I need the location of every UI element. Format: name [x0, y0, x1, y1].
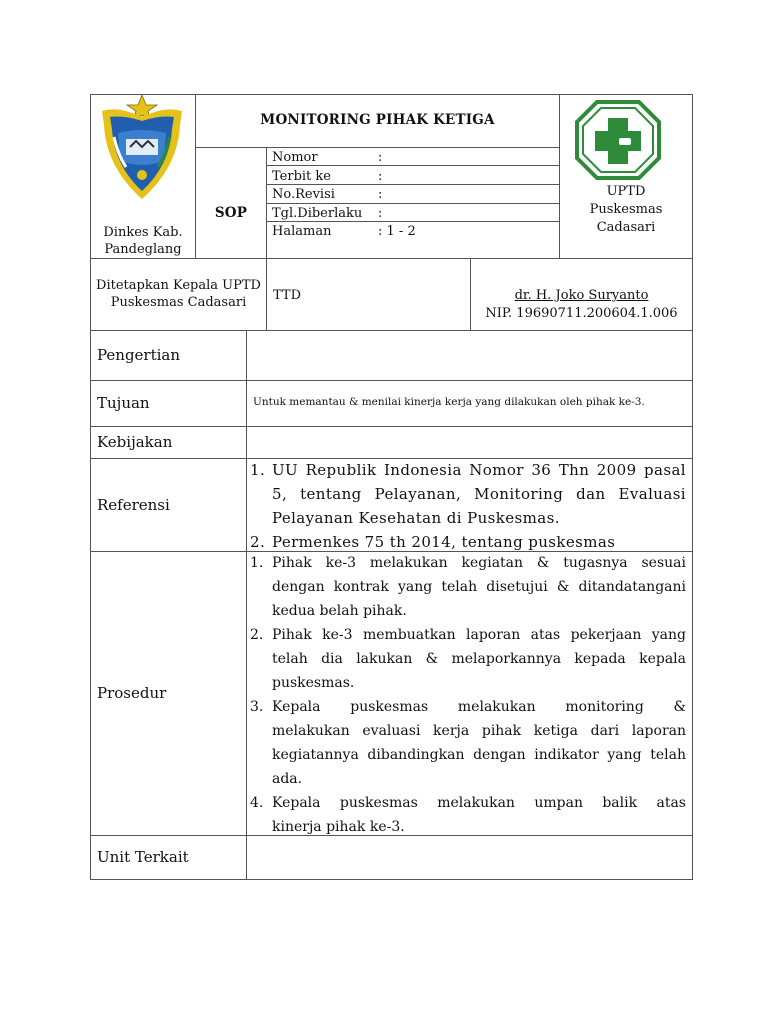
meta-values [378, 149, 548, 242]
list-item: 4. Kepala puskesmas melakukan umpan balik atas kinerja pihak ke-3. [250, 795, 686, 835]
referensi-label: Referensi [97, 496, 170, 514]
pengertian-label: Pengertian [97, 346, 181, 364]
referensi-list [250, 458, 686, 554]
sop-label: SOP [214, 205, 248, 221]
list-item: 1. Pihak ke-3 melakukan kegiatan & tugasnya sesuai dengan kontrak yang telah disetujui & ditandatangani kedua belah pihak. [250, 555, 686, 619]
left-org-name: Dinkes Kab. Pandeglang [103, 225, 183, 257]
right-org-name: UPTD Puskesmas Cadasari [589, 184, 663, 235]
meta-value: : [378, 150, 383, 165]
meta-label: Tgl.Diberlaku [272, 205, 363, 221]
list-item: 1. UU Republik Indonesia Nomor 36 Thn 2009 pasal 5, tentang Pelayanan, Monitoring dan Evaluasi Pelayanan Kesehatan di Puskesmas. [250, 461, 686, 527]
meta-label: Terbit ke [272, 168, 331, 184]
kebijakan-label: Kebijakan [97, 433, 173, 451]
signature-placeholder: TTD [273, 288, 302, 303]
prosedur-label: Prosedur [97, 684, 167, 702]
tujuan-text: Untuk memantau & menilai kinerja kerja yang dilakukan oleh pihak ke-3. [253, 396, 645, 408]
meta-label: Nomor [272, 150, 318, 165]
meta-value: : [378, 205, 383, 221]
unit-terkait-label: Unit Terkait [97, 848, 189, 866]
signatory-nip: NIP. 19690711.200604.1.006 [485, 306, 678, 321]
approval-text: Ditetapkan Kepala UPTD Puskesmas Cadasari [96, 278, 261, 310]
meta-labels [272, 149, 382, 242]
list-item: 2. Pihak ke-3 membuatkan laporan atas pekerjaan yang telah dia lakukan & melaporkannya kepada kepala puskesmas. [250, 627, 686, 691]
document-title: MONITORING PIHAK KETIGA [260, 112, 495, 128]
tujuan-label: Tujuan [97, 394, 150, 412]
signatory [471, 287, 692, 323]
prosedur-list [250, 551, 686, 839]
list-item: 2. Permenkes 75 th 2014, tentang puskesmas [250, 533, 616, 551]
list-item: 3. Kepala puskesmas melakukan monitoring & melakukan evaluasi kerja pihak ketiga dari laporan kegiatannya dibandingkan dengan indikator yang telah ada. [250, 699, 686, 787]
meta-label: Halaman [272, 224, 332, 239]
pandeglang-crest-logo [96, 93, 188, 205]
meta-value: : [378, 168, 383, 184]
meta-label: No.Revisi [272, 187, 335, 202]
meta-value: : [378, 187, 383, 202]
meta-value: : 1 - 2 [378, 224, 416, 239]
signatory-name: dr. H. Joko Suryanto [514, 288, 649, 303]
puskesmas-logo [575, 100, 661, 180]
